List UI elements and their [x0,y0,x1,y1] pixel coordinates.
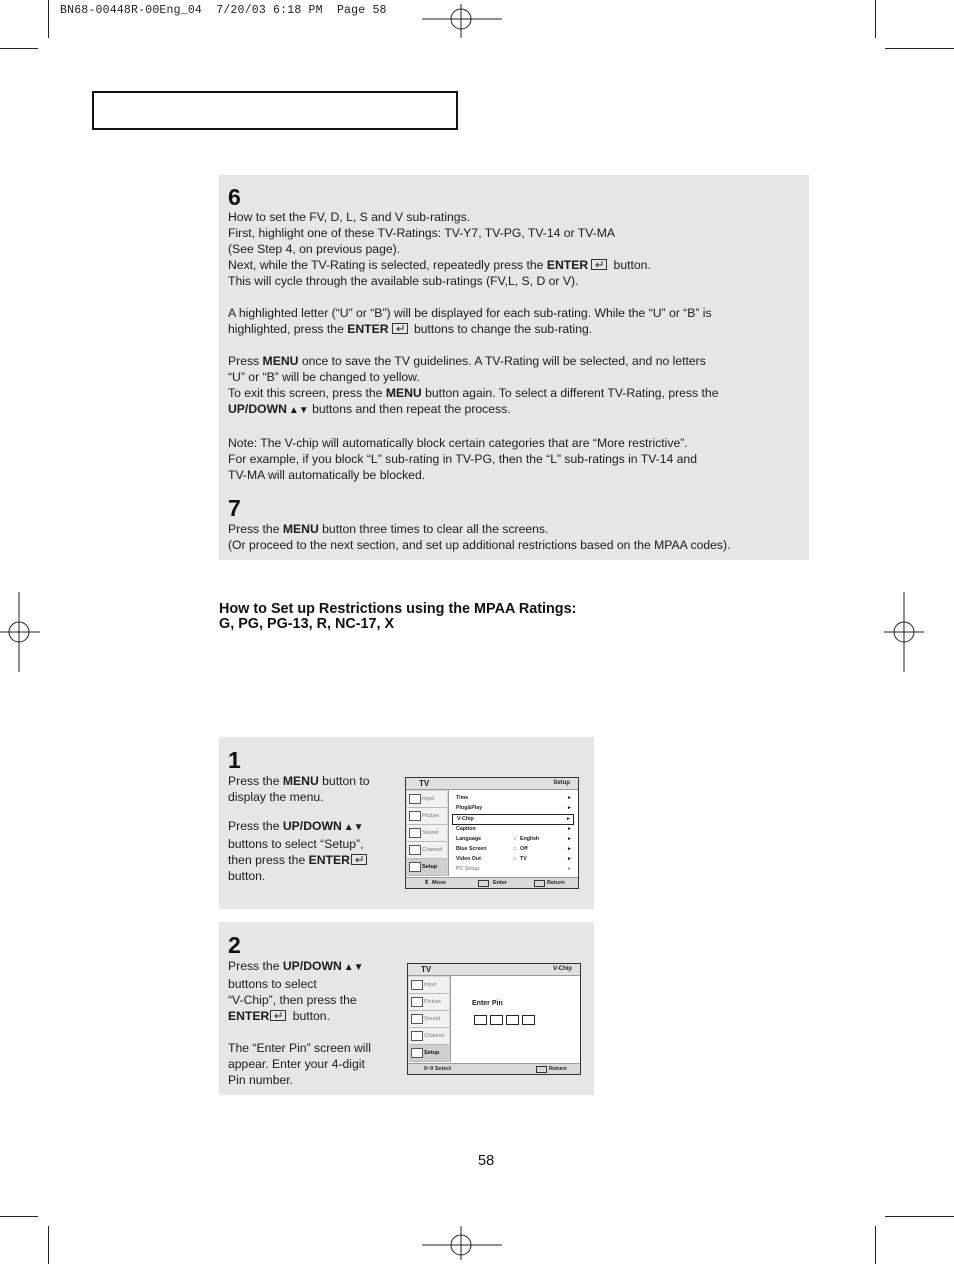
menu-item-language[interactable] [452,835,574,844]
menu-item-value: Off [520,846,528,852]
help-move: Move [432,880,447,886]
text-run: then press the [228,853,309,867]
arrow-right-icon: ► [567,846,572,852]
side-item-label: Sound [422,830,438,836]
step-number: 1 [228,747,241,773]
print-slug: BN68-00448R-00Eng_04 7/20/03 6:18 PM Page 58 [60,4,387,17]
text-line: TV-MA will automatically be blocked. [228,468,426,482]
up-down-arrow-icon: ▲▼ [343,962,364,973]
enter-key-label: ENTER [308,853,350,867]
heading-line: G, PG, PG-13, R, NC-17, X [219,615,395,632]
text-line: Pin number. [228,1073,294,1087]
crop-mark [875,1226,876,1264]
side-item-channel[interactable] [409,1028,449,1045]
side-item-input[interactable] [407,791,447,808]
arrow-right-icon: ► [567,805,572,811]
crop-mark [0,1216,38,1217]
step-number: 2 [228,932,241,958]
input-icon [409,794,421,804]
step-2-text [228,958,398,1088]
heading-line: How to Set up Restrictions using the MPAA Ratings: [219,601,577,617]
enter-key-label: ENTER [546,258,589,272]
registration-mark-icon [422,1226,502,1264]
mpaa-step-1-panel [219,737,594,909]
arrow-right-icon: ► [567,836,572,842]
menu-item-colon: : [514,836,516,842]
crop-mark [885,1216,954,1217]
menu-item-label: Caption [456,826,476,832]
side-item-channel[interactable] [407,842,447,859]
tv-label: TV [419,779,430,788]
text-run: Press the [228,774,283,788]
screen-title: V-Chip [553,966,572,972]
menu-item-label: Plug&Play [456,805,483,811]
menu-item-colon: : [514,846,516,852]
text-line: “U” or “B” will be changed to yellow. [228,370,420,384]
step-number: 6 [228,184,241,210]
text-run: button. [610,258,651,272]
crop-mark [0,48,38,49]
return-icon [534,880,545,887]
arrow-right-icon: ► [567,866,572,872]
menu-item-value: TV [520,856,527,862]
registration-mark-icon [0,592,40,672]
text-line [228,257,803,273]
text-line: How to set the FV, D, L, S and V sub-ratings. [228,210,471,224]
tv-side-menu [406,790,449,876]
arrow-right-icon: ► [567,856,572,862]
pin-digit-box[interactable] [474,1015,487,1025]
input-icon [411,980,423,990]
mpaa-step-2-panel [219,922,594,1095]
tv-title-bar [408,964,580,976]
side-item-picture[interactable] [409,994,449,1011]
arrow-right-icon: ► [567,826,572,832]
text-line: appear. Enter your 4-digit [228,1057,365,1071]
section-heading [219,602,576,631]
text-line [228,1008,398,1024]
enter-pin-prompt: Enter Pin [472,1000,503,1007]
enter-icon [591,259,607,270]
help-return: Return [547,880,565,886]
chapter-title-frame [92,91,458,130]
page-number: 58 [478,1153,495,1169]
tv-title-bar [406,778,578,790]
sound-icon [409,828,421,838]
text-line [228,321,803,337]
enter-icon [351,854,367,865]
crop-mark [48,0,49,38]
text-run: button. [289,1009,330,1023]
side-item-label: Input [422,796,435,802]
side-item-setup[interactable] [407,859,447,876]
tv-help-bar [406,877,578,888]
help-select: 0~9 Select [424,1066,452,1072]
text-line: (Or proceed to the next section, and set up additional restrictions based on the MPAA codes). [228,538,731,552]
tv-vchip-pin-screen [407,963,581,1075]
menu-key-label: MENU [385,386,422,400]
step-7-text [228,521,803,553]
menu-item-time[interactable] [452,794,574,803]
text-line [228,773,398,789]
menu-item-value: English [520,836,540,842]
text-line [228,521,803,537]
side-item-label: Setup [422,864,438,870]
updown-key-label: UP/DOWN [282,959,342,973]
setup-icon [411,1048,423,1058]
side-item-label: Setup [424,1050,440,1056]
text-line [228,401,803,419]
text-line: (See Step 4, on previous page). [228,242,401,256]
side-item-label: Picture [424,999,442,1005]
text-line: For example, if you block “L” sub-rating in TV-PG, then the “L” sub-ratings in TV-14 and [228,452,697,466]
enter-key-label: ENTER [347,322,389,336]
picture-icon [409,811,421,821]
tv-help-bar [408,1063,580,1074]
arrow-right-icon: ► [566,816,571,822]
menu-item-label: Blue Screen [456,846,487,852]
text-run: To exit this screen, press the [228,386,386,400]
updown-key-label: UP/DOWN [228,402,287,416]
text-line: button. [228,869,266,883]
side-item-picture[interactable] [407,808,447,825]
step-1-text [228,773,398,884]
crop-mark [875,0,876,38]
side-item-sound[interactable] [407,825,447,842]
menu-item-blue-screen[interactable] [452,845,574,854]
side-item-label: Sound [424,1016,440,1022]
channel-icon [411,1031,423,1041]
text-line [228,385,803,401]
enter-icon [478,880,489,887]
menu-key-label: MENU [262,354,299,368]
text-line [228,818,398,836]
up-down-arrow-icon: ▲▼ [288,405,309,416]
text-run: Press the [228,959,283,973]
pin-digit-box[interactable] [490,1015,503,1025]
menu-item-v-chip[interactable] [452,814,574,825]
text-line: buttons to select “Setup”, [228,837,364,851]
text-line: display the menu. [228,790,324,804]
tv-label: TV [421,965,432,974]
text-run: buttons and then repeat the process. [308,402,511,416]
text-line [228,958,398,976]
text-run: highlighted, press the [228,322,348,336]
text-line: First, highlight one of these TV-Ratings: TV-Y7, TV-PG, TV-14 or TV-MA [228,226,616,240]
text-run: Press the [228,819,283,833]
steps-6-7-panel [219,175,809,560]
side-item-setup[interactable] [409,1045,449,1062]
sound-icon [411,1014,423,1024]
enter-icon [270,1010,286,1021]
step-number: 7 [228,495,241,521]
text-run: once to save the TV guidelines. A TV-Rating will be selected, and no letters [298,354,706,368]
pin-digit-box[interactable] [522,1015,535,1025]
text-line [228,852,398,868]
text-run: button to [318,774,370,788]
menu-item-label: Language [456,836,482,842]
text-line: buttons to select [228,977,317,991]
menu-item-label: Time [456,795,469,801]
menu-item-pc-setup[interactable] [452,865,574,874]
pin-digit-box[interactable] [506,1015,519,1025]
up-down-arrow-icon: ▲▼ [343,822,364,833]
text-line: “V-Chip”, then press the [228,993,357,1007]
menu-key-label: MENU [282,522,319,536]
help-return: Return [549,1066,567,1072]
picture-icon [411,997,423,1007]
text-run: Press [228,354,263,368]
text-line: Note: The V-chip will automatically block certain categories that are “More restrictive”. [228,436,688,450]
menu-item-label: V-Chip [457,816,474,822]
menu-key-label: MENU [282,774,319,788]
tv-setup-menu-screen [405,777,579,889]
tv-side-menu [408,976,451,1062]
enter-key-label: ENTER [228,1009,270,1023]
text-run: buttons to change the sub-rating. [410,322,593,336]
crop-mark [48,1226,49,1264]
return-icon [536,1066,547,1073]
side-item-label: Picture [422,813,440,819]
menu-item-plug-play[interactable] [452,804,574,813]
text-run: Press the [228,522,283,536]
text-run: button again. To select a different TV-Rating, press the [421,386,719,400]
menu-item-caption[interactable] [452,825,574,834]
menu-item-colon: : [514,856,516,862]
enter-icon [392,323,408,334]
side-item-label: Input [424,982,437,988]
setup-icon [409,862,421,872]
text-line: This will cycle through the available sub-ratings (FV,L, S, D or V). [228,274,579,288]
registration-mark-icon [884,592,924,672]
side-item-label: Channel [422,847,443,853]
text-line: The “Enter Pin” screen will [228,1041,371,1055]
menu-item-label: PC Setup [456,866,480,872]
screen-title: Setup [553,780,570,786]
help-enter: Enter [493,880,508,886]
text-line [228,353,803,369]
updown-key-label: UP/DOWN [282,819,342,833]
arrow-right-icon: ► [567,795,572,801]
text-run: button three times to clear all the screens. [318,522,549,536]
side-item-input[interactable] [409,977,449,994]
text-run: Next, while the TV-Rating is selected, repeatedly press the [228,258,547,272]
side-item-sound[interactable] [409,1011,449,1028]
side-item-label: Channel [424,1033,445,1039]
move-icon: ⇕ [424,880,430,886]
step-6-text [228,209,803,483]
text-line: A highlighted letter (“U” or “B”) will be displayed for each sub-rating. While the “U” or “B” is [228,306,712,320]
channel-icon [409,845,421,855]
registration-mark-icon [422,0,502,38]
menu-item-video-out[interactable] [452,855,574,864]
crop-mark [885,48,954,49]
menu-item-label: Video Out [456,856,481,862]
